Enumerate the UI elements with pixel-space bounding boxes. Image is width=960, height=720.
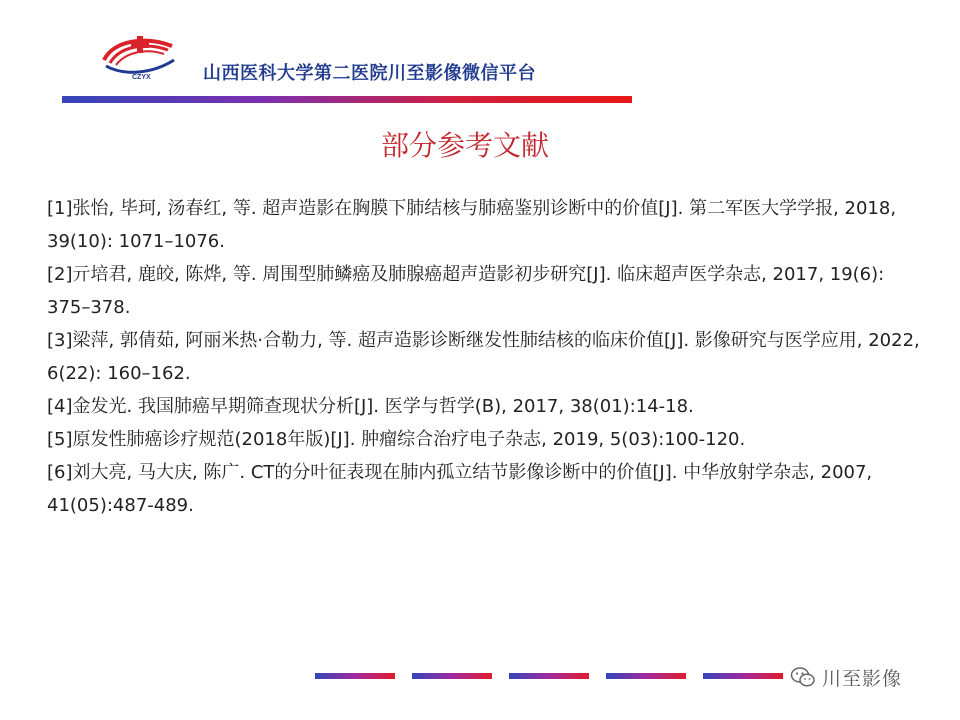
- footer-bar: [412, 673, 492, 679]
- watermark-text: 川至影像: [822, 667, 903, 690]
- reference-item: [1]张怡, 毕珂, 汤春红, 等. 超声造影在胸膜下肺结核与肺癌鉴别诊断中的价值[J]. 第二军医大学学报, 2018, 39(10): 1071–1076.: [47, 198, 897, 252]
- header-gradient-bar: [62, 96, 632, 103]
- reference-item: [4]金发光. 我国肺癌早期筛查现状分析[J]. 医学与哲学(B), 2017, 38(01):14-18.: [47, 396, 694, 417]
- page-title: 部分参考文献: [380, 129, 549, 162]
- footer-bar: [509, 673, 589, 679]
- reference-item: [6]刘大亮, 马大庆, 陈广. CT的分叶征表现在肺内孤立结节影像诊断中的价值[J]. 中华放射学杂志, 2007, 41(05):487-489.: [47, 462, 873, 516]
- watermark: [790, 662, 902, 692]
- reference-item: [3]梁萍, 郭倩茹, 阿丽米热·合勒力, 等. 超声造影诊断继发性肺结核的临床价值[J]. 影像研究与医学应用, 2022, 6(22): 160–162.: [47, 330, 920, 384]
- reference-item: [5]原发性肺癌诊疗规范(2018年版)[J]. 肿瘤综合治疗电子杂志, 2019, 5(03):100-120.: [47, 429, 746, 450]
- footer-bars: [315, 673, 785, 679]
- wechat-icon: [790, 666, 816, 688]
- footer-bar: [315, 673, 395, 679]
- hospital-logo-icon: [100, 30, 178, 82]
- hospital-logo: [100, 30, 178, 82]
- footer-bar: [703, 673, 783, 679]
- reference-list: [47, 192, 927, 522]
- footer-bar: [606, 673, 686, 679]
- header-title: 山西医科大学第二医院川至影像微信平台: [203, 63, 536, 84]
- logo-text: CZYX: [132, 74, 151, 81]
- reference-item: [2]亓培君, 鹿皎, 陈烨, 等. 周围型肺鳞癌及肺腺癌超声造影初步研究[J]. 临床超声医学杂志, 2017, 19(6): 375–378.: [47, 264, 885, 318]
